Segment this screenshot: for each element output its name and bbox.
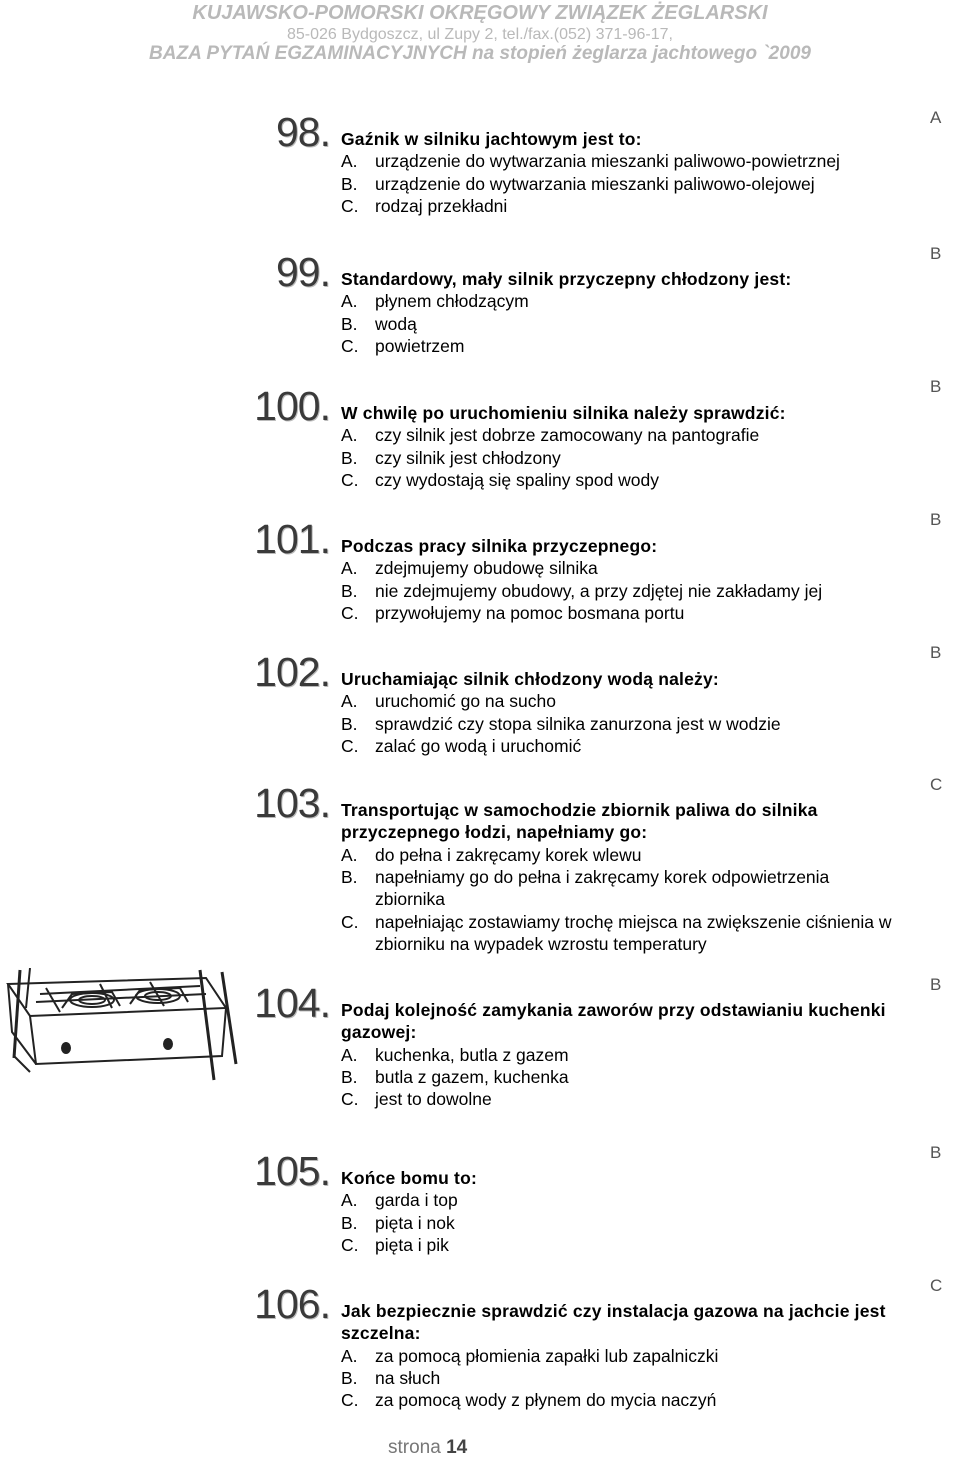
correct-answer: B [930, 643, 942, 662]
correct-answer: B [930, 377, 942, 396]
question-number-value: 106 [254, 1281, 320, 1327]
question-number-value: 103 [254, 780, 320, 826]
option-text: jest to dowolne [375, 1089, 492, 1110]
question-text: Podaj kolejność zamykania zaworów przy odstawianiu kuchenki gazowej: [341, 1000, 886, 1042]
option-letter: C. [341, 1234, 359, 1255]
answer-option [341, 1389, 901, 1411]
option-text: czy silnik jest dobrze zamocowany na pantografie [375, 425, 760, 446]
option-letter: B. [341, 580, 358, 601]
option-letter: A. [341, 291, 358, 312]
question-number-value: 102 [254, 649, 320, 695]
answer-option [341, 1189, 901, 1211]
option-text: zalać go wodą i uruchomić [375, 735, 582, 756]
question-text: Końce bomu to: [341, 1168, 477, 1188]
option-letter: A. [341, 425, 358, 446]
option-text: zdejmujemy obudowę silnika [375, 558, 598, 579]
question-text: Podczas pracy silnika przyczepnego: [341, 536, 658, 556]
option-letter: B. [341, 447, 358, 468]
correct-answer: B [930, 244, 942, 263]
correct-answer: B [930, 975, 942, 994]
option-letter: C. [341, 469, 359, 490]
answer-option [341, 844, 901, 866]
question-number: 100. [254, 383, 330, 429]
option-letter: A. [341, 558, 358, 579]
option-text: uruchomić go na sucho [375, 691, 556, 712]
option-text: nie zdejmujemy obudowy, a przy zdjętej nie zakładamy jej [375, 580, 823, 601]
answer-option [341, 290, 901, 312]
option-letter: B. [341, 313, 358, 334]
question-text: Gaźnik w silniku jachtowym jest to: [341, 129, 642, 149]
option-letter: C. [341, 195, 359, 216]
question-number: 106. [254, 1281, 330, 1327]
page-number: 14 [446, 1437, 468, 1458]
option-letter: B. [341, 1367, 358, 1388]
question-text: Standardowy, mały silnik przyczepny chłodzony jest: [341, 269, 792, 289]
question-number: 104. [254, 980, 330, 1026]
question-number: 98. [275, 109, 330, 155]
option-letter: A. [341, 844, 358, 865]
option-text: płynem chłodzącym [375, 291, 529, 312]
answer-option [341, 1345, 901, 1367]
option-text: napełniamy go do pełna i zakręcamy korek odpowietrzenia zbiornika [375, 866, 830, 909]
answer-option [341, 557, 901, 579]
option-text: garda i top [375, 1190, 458, 1211]
option-letter: A. [341, 1345, 358, 1366]
answer-option [341, 1044, 901, 1066]
correct-answer: B [930, 1143, 942, 1162]
option-letter: C. [341, 911, 359, 932]
answer-option [341, 602, 901, 624]
answer-option [341, 1066, 901, 1088]
question-number-value: 100 [254, 383, 320, 429]
option-text: za pomocą wody z płynem do mycia naczyń [375, 1390, 717, 1411]
option-text: sprawdzić czy stopa silnika zanurzona jest w wodzie [375, 713, 781, 734]
question-number: 105. [254, 1148, 330, 1194]
header-subtitle: BAZA PYTAŃ EGZAMINACYJNYCH na stopień żeglarza jachtowego `2009 [149, 43, 811, 64]
header-title: KUJAWSKO-POMORSKI OKRĘGOWY ZWIĄZEK ŻEGLARSKI [192, 2, 768, 24]
question-text: Jak bezpiecznie sprawdzić czy instalacja gazowa na jachcie jest szczelna: [341, 1301, 886, 1343]
option-text: czy silnik jest chłodzony [375, 447, 561, 468]
question-number: 101. [254, 516, 330, 562]
answer-option [341, 866, 901, 910]
question-number: 103. [254, 780, 330, 826]
question-number-value: 99 [275, 249, 320, 295]
answer-option [341, 1367, 901, 1389]
option-text: pięta i pik [375, 1234, 449, 1255]
answer-option [341, 690, 901, 712]
option-text: powietrzem [375, 335, 465, 356]
option-letter: A. [341, 1044, 358, 1065]
option-text: rodzaj przekładni [375, 195, 508, 216]
option-text: do pełna i zakręcamy korek wlewu [375, 844, 642, 865]
option-letter: B. [341, 1212, 358, 1233]
answer-option [341, 1212, 901, 1234]
answer-option [341, 150, 901, 172]
option-text: pięta i nok [375, 1212, 455, 1233]
option-letter: A. [341, 1190, 358, 1211]
correct-answer: A [930, 108, 942, 127]
option-text: butla z gazem, kuchenka [375, 1066, 569, 1087]
answer-option [341, 580, 901, 602]
answer-option [341, 469, 901, 491]
option-text: na słuch [375, 1367, 441, 1388]
option-letter: B. [341, 1066, 358, 1087]
answer-option [341, 911, 901, 955]
question-number-value: 105 [254, 1148, 320, 1194]
option-text: urządzenie do wytwarzania mieszanki paliwowo-olejowej [375, 173, 815, 194]
question-text: Transportując w samochodzie zbiornik paliwa do silnika przyczepnego łodzi, napełniamy go: [341, 800, 818, 842]
option-text: napełniając zostawiamy trochę miejsca na zwiększenie ciśnienia w zbiorniku na wypadek wzrostu temperatury [375, 911, 892, 954]
question-number-value: 101 [254, 516, 320, 562]
correct-answer: B [930, 510, 942, 529]
answer-option [341, 1088, 901, 1110]
header-address: 85-026 Bydgoszcz, ul Zupy 2, tel./fax.(052) 371-96-17, [287, 26, 673, 43]
question-text: W chwilę po uruchomieniu silnika należy sprawdzić: [341, 403, 786, 423]
answer-option [341, 313, 901, 335]
option-letter: C. [341, 735, 359, 756]
question-number-value: 104 [254, 980, 320, 1026]
option-letter: C. [341, 602, 359, 623]
option-letter: C. [341, 335, 359, 356]
gas-stove-illustration [0, 968, 240, 1086]
question-number-value: 98 [275, 109, 320, 155]
answer-option [341, 735, 901, 757]
footer-label: strona [388, 1437, 441, 1458]
answer-option [341, 424, 901, 446]
option-letter: B. [341, 713, 358, 734]
option-letter: B. [341, 173, 358, 194]
option-letter: A. [341, 151, 358, 172]
option-text: czy wydostają się spaliny spod wody [375, 469, 660, 490]
option-letter: A. [341, 691, 358, 712]
answer-option [341, 713, 901, 735]
option-letter: C. [341, 1390, 359, 1411]
option-letter: C. [341, 1089, 359, 1110]
option-text: przywołujemy na pomoc bosmana portu [375, 602, 685, 623]
option-text: kuchenka, butla z gazem [375, 1044, 569, 1065]
answer-option [341, 195, 901, 217]
correct-answer: C [930, 1276, 943, 1295]
question-number: 102. [254, 649, 330, 695]
question-text: Uruchamiając silnik chłodzony wodą należy: [341, 669, 719, 689]
option-text: urządzenie do wytwarzania mieszanki paliwowo-powietrznej [375, 151, 840, 172]
option-text: za pomocą płomienia zapałki lub zapalniczki [375, 1345, 719, 1366]
answer-option [341, 173, 901, 195]
answer-option [341, 1234, 901, 1256]
page-footer [388, 1437, 467, 1459]
option-text: wodą [375, 313, 417, 334]
option-letter: B. [341, 866, 358, 887]
answer-option [341, 335, 901, 357]
correct-answer: C [930, 775, 943, 794]
question-number: 99. [275, 249, 330, 295]
answer-option [341, 447, 901, 469]
